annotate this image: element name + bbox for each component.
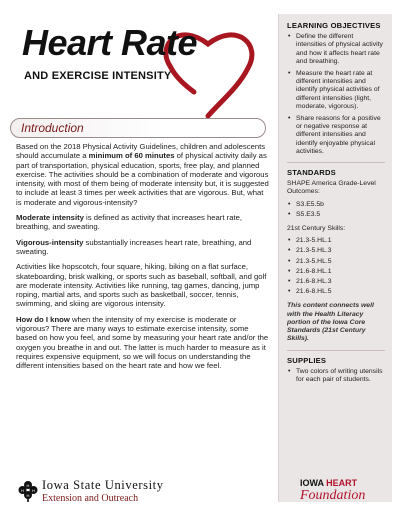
shape-list	[287, 201, 385, 219]
intro-heading: Introduction	[21, 121, 84, 135]
foundation-line-1	[300, 478, 357, 488]
title-area	[22, 20, 272, 105]
svg-text:H: H	[26, 482, 30, 488]
intro-p2-bold: Moderate intensity	[16, 213, 84, 223]
intro-p3-post: substantially increases heart rate, breathing, and sweating.	[16, 237, 252, 256]
intro-p5-bold: How do I know	[16, 314, 70, 324]
foundation-heart: HEART	[326, 478, 358, 488]
svg-text:H: H	[26, 492, 30, 498]
objective-item: • Measure the heart rate at different intensities and identify physical activities of different intensities (light, moderate, vigorous).	[287, 70, 385, 111]
century-item: • 21.3-5.HL.1	[287, 237, 385, 245]
standards-note: This content connects well with the Health Literacy portion of the Iowa Core Standards (21st Century Skills).	[287, 302, 374, 343]
century-item: • 21.3-5.HL.3	[287, 247, 385, 255]
century-item: • 21.6-8.HL.3	[287, 278, 385, 286]
objective-item: • Define the different intensities of physical activity and how it affects heart rate and breathing.	[287, 33, 385, 66]
intro-p1-pre: Based on the 2018 Physical Activity Guidelines, children and adolescents should accumulate a	[16, 142, 266, 161]
page-title: Heart Rate	[22, 22, 198, 63]
intro-p3-bold: Vigorous-intensity	[16, 237, 84, 247]
intro-p1-bold: minimum of 60 minutes	[88, 151, 175, 161]
supplies-heading: SUPPLIES	[287, 355, 327, 365]
isu-logo	[18, 478, 218, 508]
century-list	[287, 237, 385, 296]
intro-heading-pill	[10, 118, 266, 138]
intro-paragraph-5	[16, 315, 270, 371]
svg-text:H: H	[32, 487, 35, 493]
foundation-iowa: IOWA	[300, 478, 327, 488]
supply-item: • Two colors of writing utensils for each pair of students.	[287, 368, 385, 384]
divider	[287, 350, 385, 351]
supplies-list	[287, 368, 385, 384]
objectives-list	[287, 33, 385, 156]
intro-paragraph-3	[16, 238, 270, 257]
iowa-heart-foundation-logo	[300, 478, 392, 510]
century-item: • 21.6-8.HL.1	[287, 268, 385, 276]
standards-heading: STANDARDS	[287, 168, 336, 178]
intro-paragraph-1	[16, 142, 270, 207]
intro-paragraph-4: Activities like hopscotch, four square, hiking, biking on a flat surface, skateboarding, brisk walking, or sports such as baseball, softball, and golf are moderate intensity. Activities like running, tag games, dancing, jump roping, martial arts, and sports such as basketball, soccer, tennis, swimming, and skiing are vigorous intensity.	[16, 262, 267, 309]
divider	[287, 162, 385, 163]
svg-text:H: H	[21, 487, 24, 493]
isu-name: Iowa State University	[42, 478, 164, 492]
clover-icon	[18, 480, 38, 502]
intro-p2-post: is defined as activity that increases heart rate, breathing, and sweating.	[16, 213, 243, 232]
century-item: • 21.6-8.HL.5	[287, 288, 385, 296]
century-item: • 21.3-5.HL.5	[287, 258, 385, 266]
intro-p1-post: of physical activity daily as part of transportation, physical education, sports, free play, and planned exercise. The activities should be a combination of moderate and vigorous intensity, with most of them being of moderate intensity but, it is suggested to include at least 3 times per week activities that are vigorous. But, what is moderate and vigorous-intensity?	[16, 151, 269, 207]
intro-paragraph-2	[16, 213, 270, 232]
intro-body	[16, 142, 270, 377]
shape-item: • S5.E3.5	[287, 211, 385, 219]
sidebar	[278, 14, 392, 502]
shape-item: • S3.E5.5b	[287, 201, 385, 209]
shape-label: SHAPE America Grade-Level Outcomes:	[287, 180, 376, 196]
isu-subtitle: Extension and Outreach	[42, 493, 139, 504]
foundation-line-2: Foundation	[300, 488, 366, 503]
page-subtitle: AND EXERCISE INTENSITY	[24, 70, 172, 82]
century-label: 21st Century Skills:	[287, 225, 346, 233]
objective-item: • Share reasons for a positive or negative response at different intensities and identify enjoyable physical activities.	[287, 115, 385, 156]
intro-p5-post: when the intensity of my exercise is moderate or vigorous? There are many ways to estimate exercise intensity, some based on how you feel, and some by measuring your heart rate and/or the oxygen you breathe in and out. The latter is much harder to measure as it requires expensive equipment, so we will focus on understanding the different intensities based on the heart rate and how we feel.	[16, 314, 269, 371]
objectives-heading: LEARNING OBJECTIVES	[287, 21, 381, 30]
